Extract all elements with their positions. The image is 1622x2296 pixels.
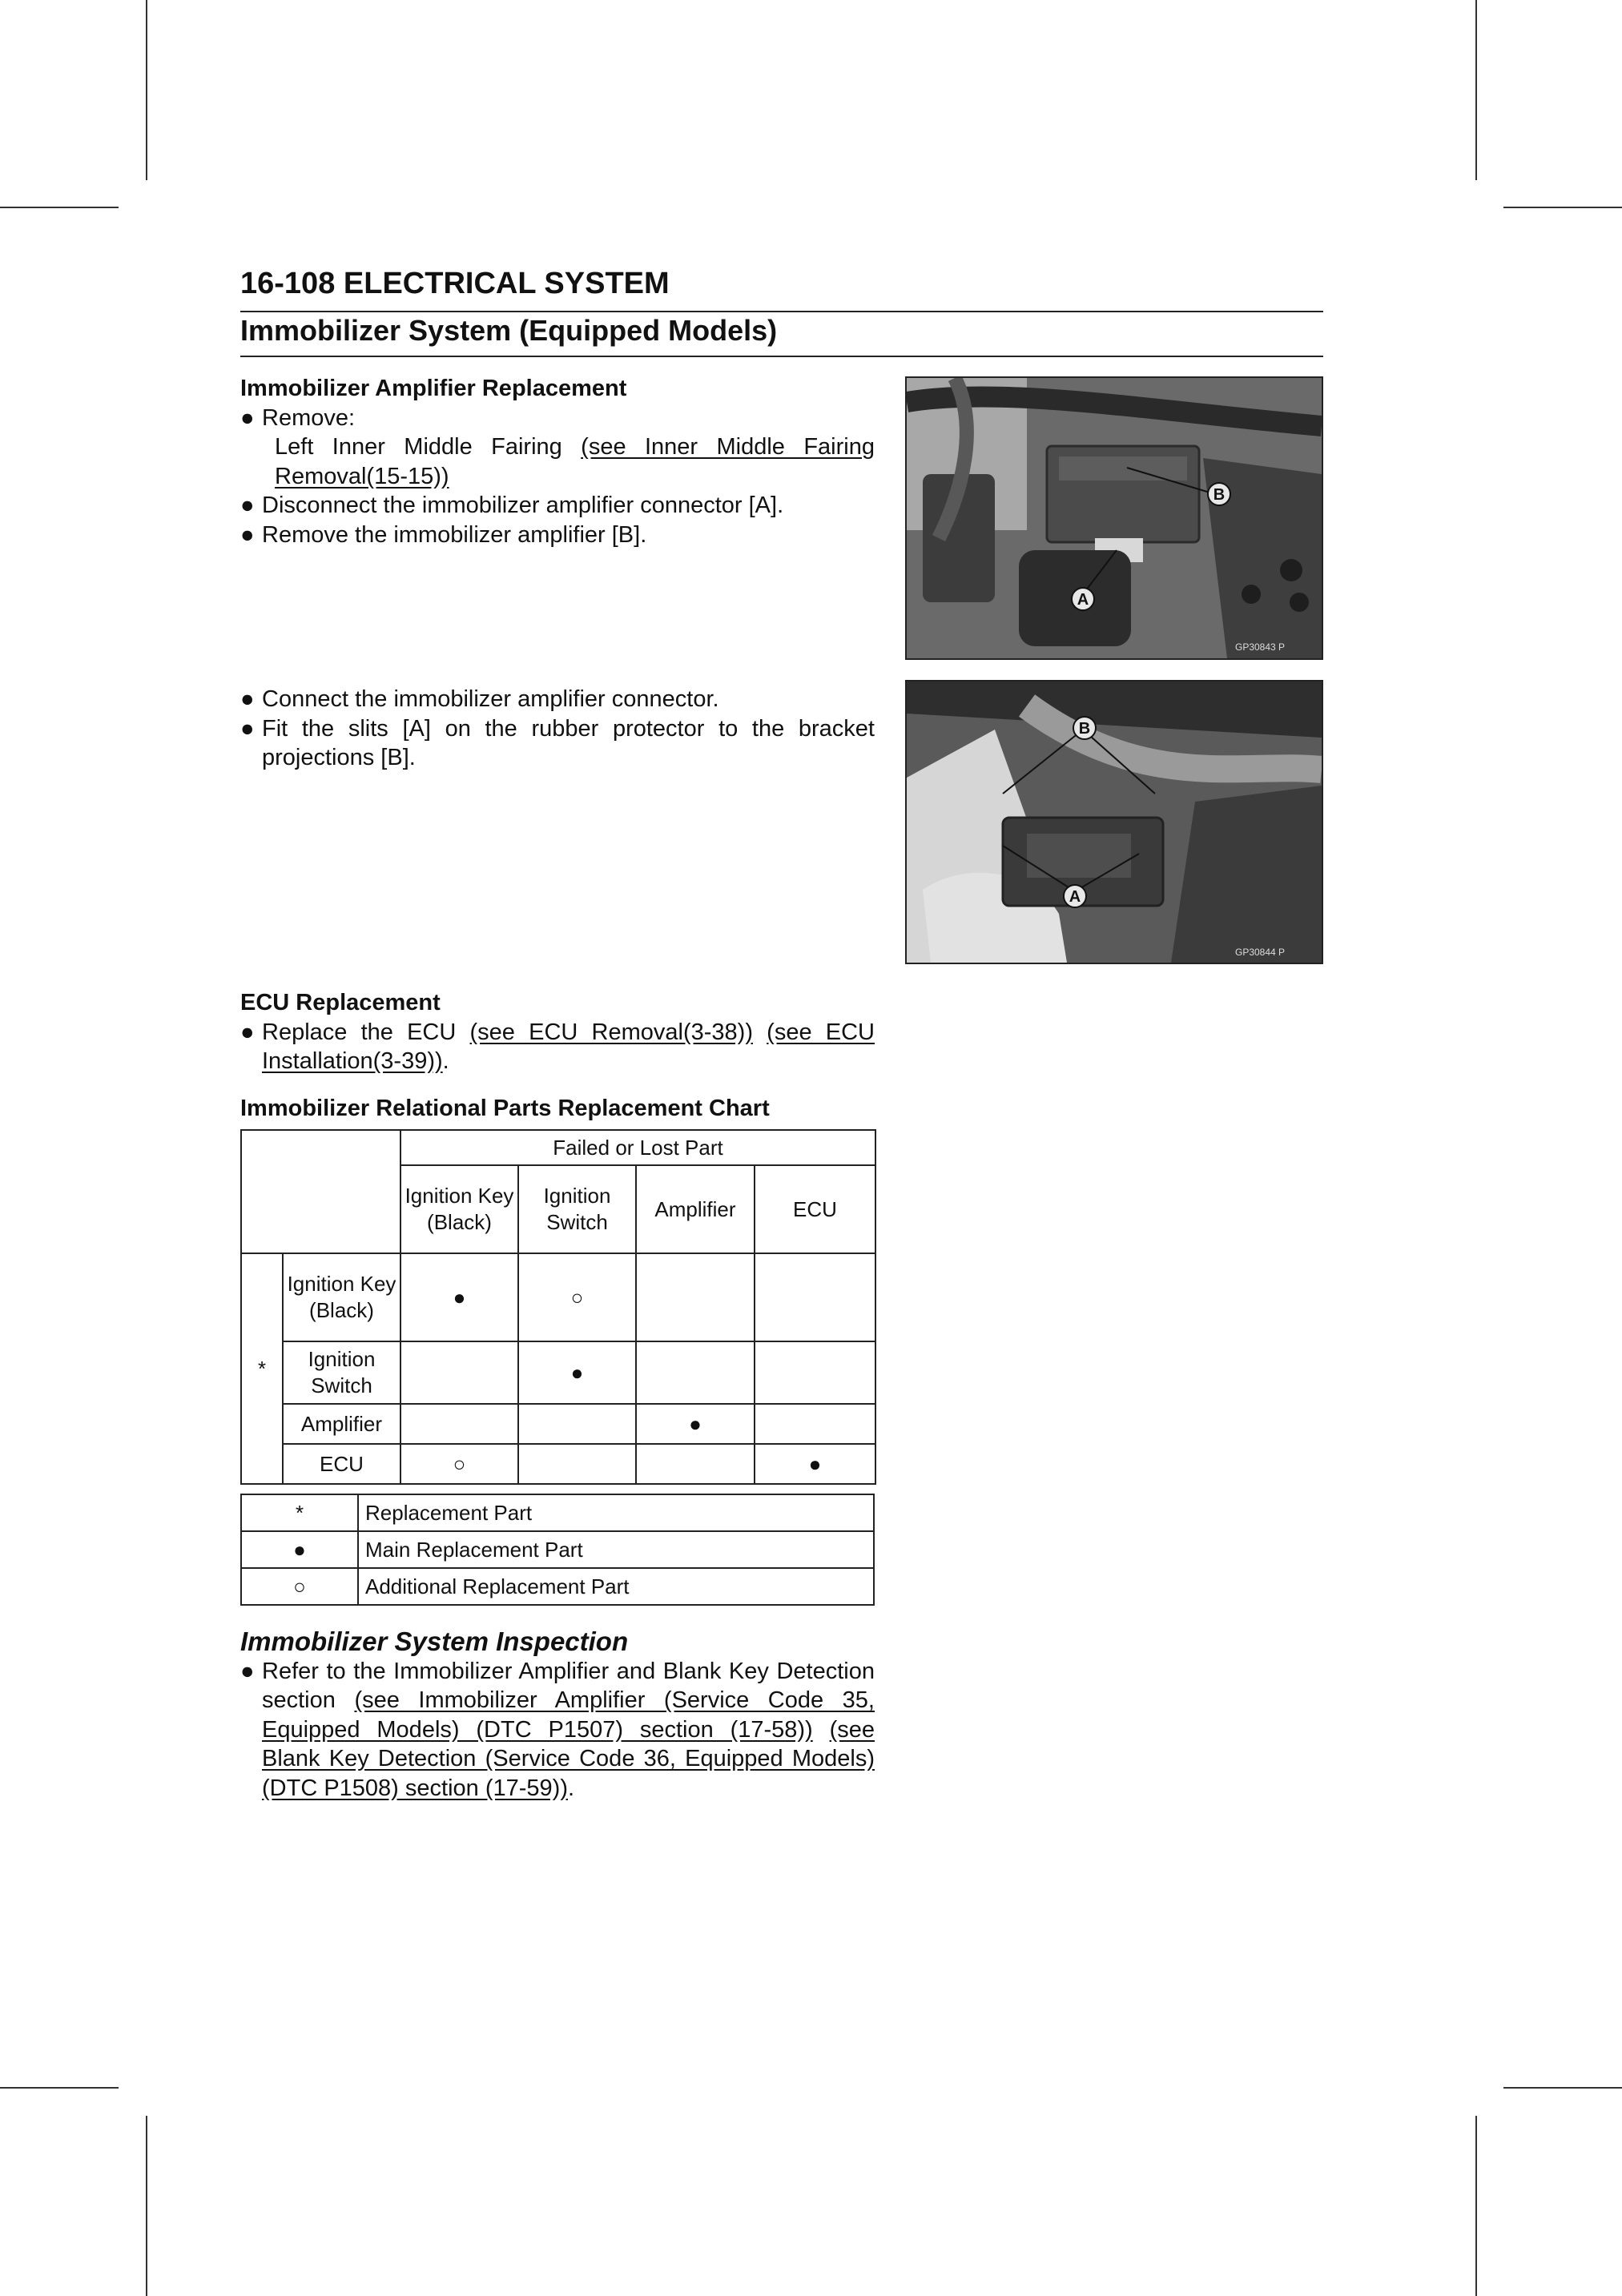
table-cell <box>636 1253 755 1341</box>
ecu-replacement-block <box>240 988 875 1076</box>
table-row <box>241 1404 875 1444</box>
inspection-text: Refer to the Immobilizer Amplifier and Blank Key Detection section <box>262 1658 875 1713</box>
table-cell <box>636 1444 755 1484</box>
legend-text: Replacement Part <box>358 1494 874 1531</box>
ecu-installation-link[interactable]: (see ECU Installation(3-39)) <box>262 1019 875 1074</box>
crop-mark <box>1475 2116 1477 2296</box>
crop-mark <box>0 207 119 208</box>
amplifier-replacement-heading: Immobilizer Amplifier Replacement <box>240 376 627 401</box>
table-cell <box>755 1341 875 1404</box>
list-item <box>240 491 875 521</box>
table-cell: ● <box>755 1444 875 1484</box>
crop-mark <box>146 2116 147 2296</box>
row-header: Ignition Key (Black) <box>283 1253 400 1341</box>
inner-fairing-removal-link[interactable]: (see Inner Middle Fairing Removal(15-15)) <box>275 434 875 489</box>
table-cell: ● <box>400 1253 518 1341</box>
chart-corner <box>241 1130 400 1253</box>
step-fit: Fit the slits [A] on the rubber protector to the bracket projections [B]. <box>262 715 875 770</box>
column-header: Ignition Switch <box>518 1165 636 1253</box>
crop-mark <box>1503 207 1622 208</box>
table-cell <box>755 1253 875 1341</box>
table-cell <box>518 1404 636 1444</box>
legend-row <box>241 1568 874 1605</box>
table-cell: ● <box>518 1341 636 1404</box>
list-item <box>240 685 875 714</box>
remove-label: Remove: <box>262 404 356 431</box>
legend-symbol: * <box>241 1494 358 1531</box>
table-cell: ● <box>636 1404 755 1444</box>
bullet: ● <box>240 404 255 431</box>
ecu-removal-link[interactable]: (see ECU Removal(3-38)) <box>469 1019 753 1045</box>
table-cell <box>755 1404 875 1444</box>
column-header: ECU <box>755 1165 875 1253</box>
parts-replacement-chart <box>240 1129 876 1485</box>
table-cell <box>400 1341 518 1404</box>
ecu-period: . <box>442 1048 449 1074</box>
remove-sub-item <box>240 432 875 491</box>
list-item <box>240 714 875 773</box>
bullet: ● <box>240 715 255 742</box>
table-cell <box>518 1444 636 1484</box>
table-cell <box>636 1341 755 1404</box>
amplifier-replacement-block <box>240 374 875 549</box>
chart-legend <box>240 1494 875 1606</box>
list-item <box>240 1018 875 1076</box>
legend-symbol: ● <box>241 1531 358 1568</box>
legend-text: Main Replacement Part <box>358 1531 874 1568</box>
chart-group-header: Failed or Lost Part <box>400 1130 875 1165</box>
rubber-protector-photo-image <box>907 682 1322 963</box>
list-item <box>240 404 875 433</box>
rubber-protector-photo <box>905 680 1323 964</box>
row-header: Amplifier <box>283 1404 400 1444</box>
bullet: ● <box>240 521 255 548</box>
list-item <box>240 521 875 550</box>
bullet: ● <box>240 493 255 518</box>
legend-text: Additional Replacement Part <box>358 1568 874 1605</box>
section-title: Immobilizer System (Equipped Models) <box>240 314 778 347</box>
photo-code: GP30844 P <box>1235 947 1286 958</box>
inspection-period: . <box>567 1775 575 1801</box>
table-cell: ○ <box>518 1253 636 1341</box>
page-title: 16-108 ELECTRICAL SYSTEM <box>240 267 670 300</box>
step-connect: Connect the immobilizer amplifier connector. <box>262 686 719 712</box>
amplifier-photo-image <box>907 378 1322 658</box>
amplifier-photo <box>905 376 1323 660</box>
row-header: Ignition Switch <box>283 1341 400 1404</box>
step-disconnect: Disconnect the immobilizer amplifier connector [A]. <box>262 493 784 518</box>
table-cell <box>400 1404 518 1444</box>
ecu-replacement-heading: ECU Replacement <box>240 990 441 1015</box>
ecu-text: Replace the ECU <box>262 1019 470 1045</box>
callout-a: A <box>1069 888 1081 906</box>
step-remove: Remove the immobilizer amplifier [B]. <box>262 521 647 548</box>
inspection-block <box>240 1627 875 1803</box>
table-row <box>241 1341 875 1404</box>
column-header: Amplifier <box>636 1165 755 1253</box>
table-row <box>241 1253 875 1341</box>
photo-code: GP30843 P <box>1235 641 1286 653</box>
table-row <box>241 1444 875 1484</box>
column-header: Ignition Key (Black) <box>400 1165 518 1253</box>
legend-symbol: ○ <box>241 1568 358 1605</box>
crop-mark <box>1503 2087 1622 2089</box>
row-header: ECU <box>283 1444 400 1484</box>
bullet: ● <box>240 1658 255 1684</box>
callout-b: B <box>1213 486 1226 504</box>
bullet: ● <box>240 1019 255 1045</box>
callout-a: A <box>1077 591 1089 609</box>
title-rule <box>240 311 1323 312</box>
section-rule <box>240 356 1323 357</box>
crop-mark <box>0 2087 119 2089</box>
crop-mark <box>146 0 147 180</box>
bullet: ● <box>240 686 255 712</box>
legend-row <box>241 1531 874 1568</box>
callout-b: B <box>1078 720 1091 738</box>
amplifier-install-block <box>240 685 875 773</box>
crop-mark <box>1475 0 1477 180</box>
row-group-marker: * <box>241 1253 283 1484</box>
remove-item-text: Left Inner Middle Fairing <box>275 434 582 460</box>
legend-row <box>241 1494 874 1531</box>
blank-key-detection-link[interactable]: (see Blank Key Detection (Service Code 36, Equipped Models) (DTC P1508) section (17-59)) <box>262 1716 875 1801</box>
list-item <box>240 1657 875 1803</box>
table-cell: ○ <box>400 1444 518 1484</box>
amplifier-service-code-link[interactable]: (see Immobilizer Amplifier (Service Code 35, Equipped Models) (DTC P1507) section (17-58)) <box>262 1687 875 1743</box>
inspection-heading: Immobilizer System Inspection <box>240 1627 629 1656</box>
chart-title: Immobilizer Relational Parts Replacement Chart <box>240 1096 770 1121</box>
